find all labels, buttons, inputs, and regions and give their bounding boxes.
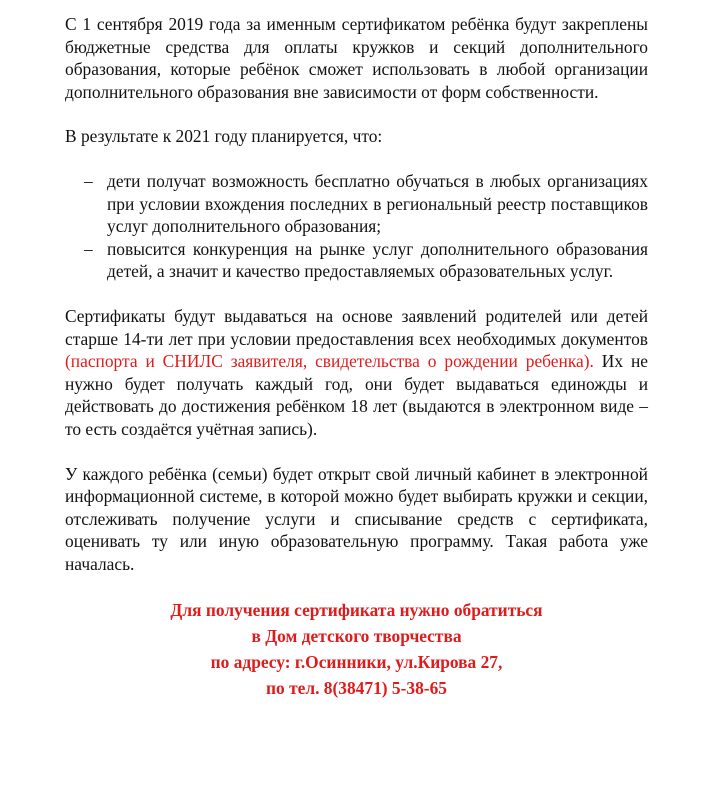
list-item (84, 238, 648, 283)
contact-line: Для получения сертификата нужно обратиться (170, 600, 543, 621)
paragraph-gap (65, 441, 648, 463)
paragraph-intro: В результате к 2021 году планируется, что: (65, 126, 383, 147)
paragraph-certificate-funds: С 1 сентября 2019 года за именным сертификатом ребёнка будут закреплены бюджетные средства для оплаты кружков и секций дополнительного образования, которые ребёнок сможет использовать в любой организации дополнительного образования вне зависимости от форм собственности. (65, 14, 648, 102)
paragraph-gap (65, 148, 648, 170)
required-documents-highlight: (паспорта и СНИЛС заявителя, свидетельства о рождении ребенка). (65, 351, 594, 372)
contact-line: в Дом детского творчества (251, 626, 462, 647)
paragraph-text: Их не нужно будет получать каждый год, они будет выдаваться единожды и действовать до достижения ребёнком 18 лет (выдаются в электронном виде – то есть создаётся учётная запись). (65, 351, 648, 439)
paragraph-gap (65, 103, 648, 125)
list-item (84, 170, 648, 238)
paragraph-personal-account: У каждого ребёнка (семьи) будет открыт свой личный кабинет в электронной информационной системе, в которой можно будет выбирать кружки и секции, отслеживать получение услуги и списывание средств с сертификата, оценивать ту или иную образовательную программу. Такая работа уже началась. (65, 463, 648, 574)
contact-block (65, 597, 648, 701)
contact-phone: по тел. 8(38471) 5-38-65 (266, 678, 447, 699)
paragraph-gap (65, 283, 648, 305)
document-page (65, 13, 648, 701)
paragraph-certificate-issuance (65, 305, 648, 441)
dash-bullet-icon: – (84, 238, 93, 259)
contact-address: по адресу: г.Осинники, ул.Кирова 27, (210, 652, 503, 673)
list-item-text: дети получат возможность бесплатно обучаться в любых организациях при условии вхождения последних в региональный реестр поставщиков услуг дополнительного образования; (107, 170, 648, 237)
dash-bullet-icon: – (84, 170, 93, 191)
paragraph-gap (65, 575, 648, 597)
paragraph-text: Сертификаты будут выдаваться на основе заявлений родителей или детей старше 14-ти лет при условии предоставления всех необходимых документов (65, 305, 648, 349)
bullet-list (65, 170, 648, 283)
list-item-text: повысится конкуренция на рынке услуг дополнительного образования детей, а значит и качество предоставляемых образовательных услуг. (107, 238, 648, 282)
